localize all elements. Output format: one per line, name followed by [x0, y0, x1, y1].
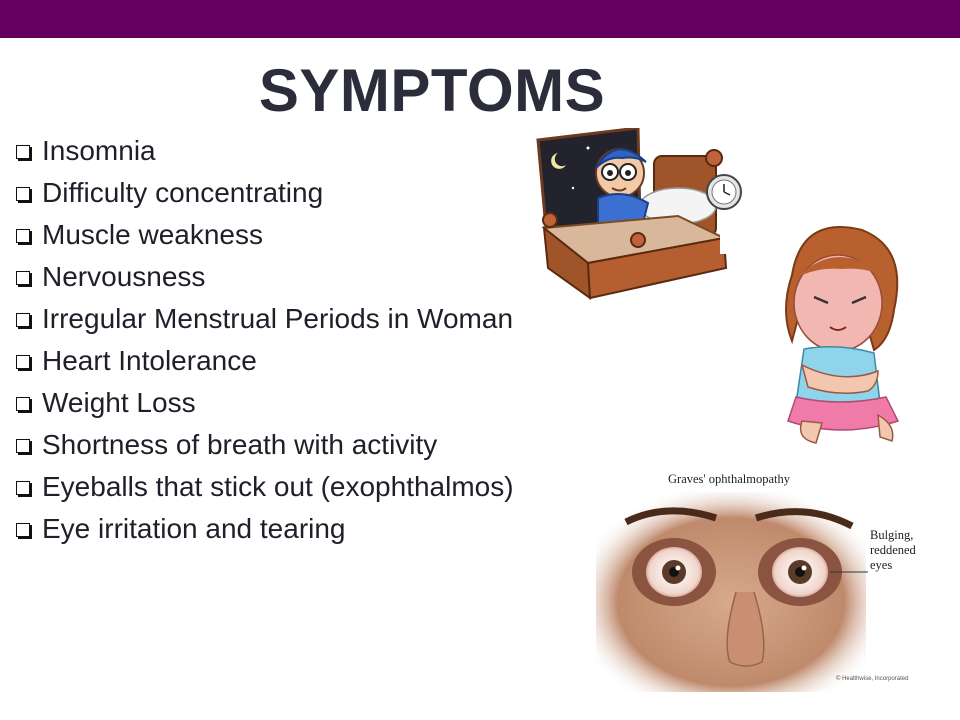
- list-item-text: Eyeballs that stick out (exophthalmos): [42, 471, 514, 502]
- list-item-text: Irregular Menstrual Periods in Woman: [42, 303, 514, 334]
- list-item-text: Nervousness: [42, 261, 206, 292]
- checkbox-bullet-icon: [16, 313, 30, 327]
- stomach-pain-girl-icon: [718, 215, 918, 445]
- list-item-text: Eye irritation and tearing: [42, 513, 346, 544]
- checkbox-bullet-icon: [16, 145, 30, 159]
- checkbox-bullet-icon: [16, 481, 30, 495]
- list-item: [16, 508, 514, 550]
- list-item-text: Muscle weakness: [42, 219, 263, 250]
- list-item-text: Shortness of breath with activity: [42, 429, 438, 460]
- checkbox-bullet-icon: [16, 187, 30, 201]
- symptom-list: [16, 130, 514, 550]
- list-item-text: Heart Intolerance: [42, 345, 257, 376]
- checkbox-bullet-icon: [16, 355, 30, 369]
- list-item: [16, 172, 514, 214]
- checkbox-bullet-icon: [16, 523, 30, 537]
- list-item: [16, 424, 514, 466]
- slide-title: SYMPTOMS: [258, 57, 606, 124]
- figure-caption-title: Graves' ophthalmopathy: [668, 472, 791, 486]
- list-item: [16, 382, 514, 424]
- list-item: [16, 256, 514, 298]
- list-item-text: Insomnia: [42, 135, 156, 166]
- checkbox-bullet-icon: [16, 397, 30, 411]
- list-item: [16, 340, 514, 382]
- list-item: [16, 130, 514, 172]
- list-item: [16, 466, 514, 508]
- checkbox-bullet-icon: [16, 271, 30, 285]
- bulging-eyes-photo: [596, 462, 936, 692]
- figure-credit: © Healthwise, Incorporated: [836, 676, 909, 682]
- checkbox-bullet-icon: [16, 229, 30, 243]
- list-item-text: Difficulty concentrating: [42, 177, 324, 208]
- list-item: [16, 298, 514, 340]
- top-accent-bar: [0, 0, 960, 38]
- figure-annotation-label: Bulging, reddened eyes: [870, 528, 916, 572]
- list-item: [16, 214, 514, 256]
- list-item-text: Weight Loss: [42, 387, 196, 418]
- checkbox-bullet-icon: [16, 439, 30, 453]
